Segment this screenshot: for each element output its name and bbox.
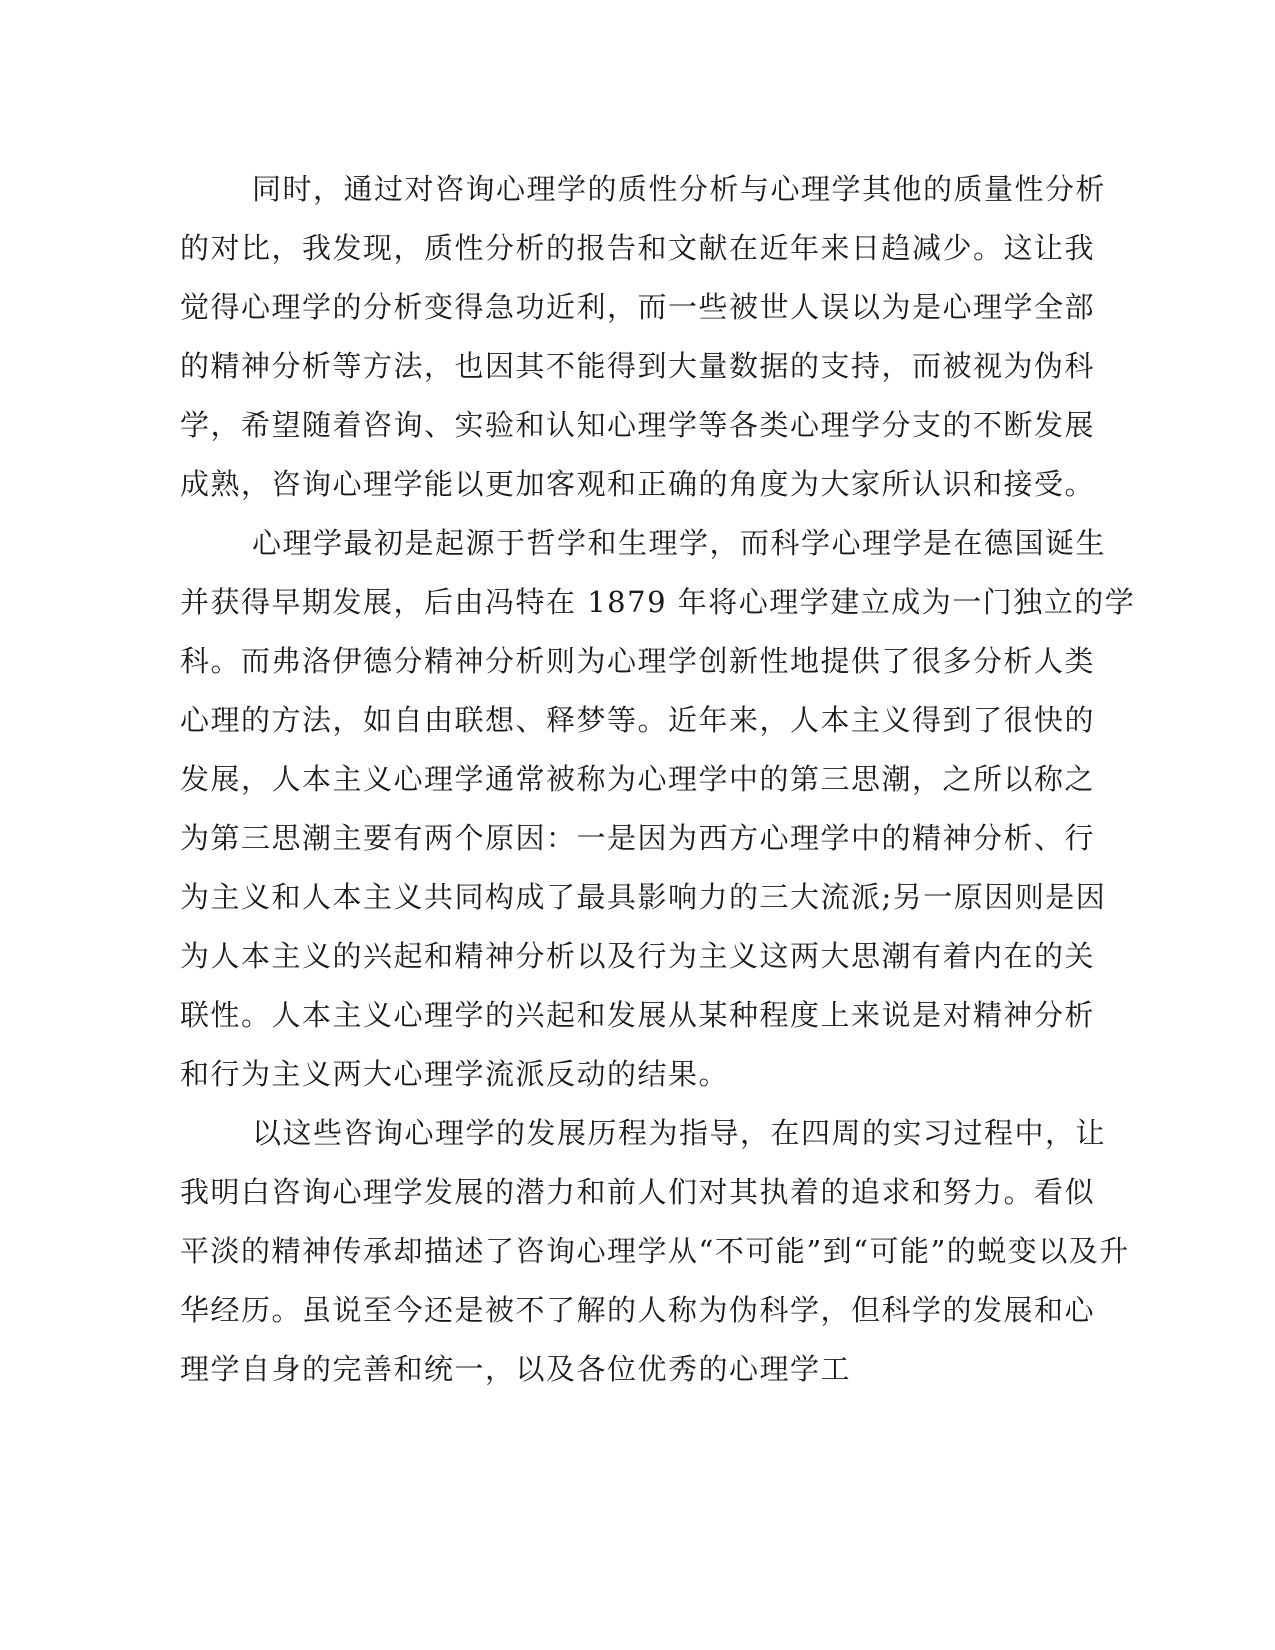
text-line: 觉得心理学的分析变得急功近利，而一些被世人误以为是心理学全部 bbox=[180, 290, 1096, 324]
text-line: 同时，通过对咨询心理学的质性分析与心理学其他的质量性分析 bbox=[252, 172, 1107, 206]
paragraph-2 bbox=[180, 514, 1136, 1104]
paragraph-3 bbox=[180, 1104, 1130, 1399]
text-line: 发展，人本主义心理学通常被称为心理学中的第三思潮，之所以称之 bbox=[180, 762, 1096, 796]
text-line: 为第三思潮主要有两个原因：一是因为西方心理学中的精神分析、行 bbox=[180, 821, 1096, 855]
text-line: 为主义和人本主义共同构成了最具影响力的三大流派;另一原因则是因 bbox=[180, 880, 1107, 914]
text-line: 平淡的精神传承却描述了咨询心理学从“不可能”到“可能”的蜕变以及升 bbox=[180, 1234, 1130, 1268]
text-line: 和行为主义两大心理学流派反动的结果。 bbox=[180, 1057, 730, 1091]
text-line: 科。而弗洛伊德分精神分析则为心理学创新性地提供了很多分析人类 bbox=[180, 644, 1096, 678]
text-line: 以这些咨询心理学的发展历程为指导，在四周的实习过程中，让 bbox=[252, 1116, 1107, 1150]
text-line: 并获得早期发展，后由冯特在 1879 年将心理学建立成为一门独立的学 bbox=[180, 585, 1136, 619]
text-line: 我明白咨询心理学发展的潜力和前人们对其执着的追求和努力。看似 bbox=[180, 1175, 1096, 1209]
text-line: 心理的方法，如自由联想、释梦等。近年来，人本主义得到了很快的 bbox=[180, 703, 1096, 737]
text-line: 联性。人本主义心理学的兴起和发展从某种程度上来说是对精神分析 bbox=[180, 998, 1096, 1032]
text-line: 的精神分析等方法，也因其不能得到大量数据的支持，而被视为伪科 bbox=[180, 349, 1096, 383]
text-line: 成熟，咨询心理学能以更加客观和正确的角度为大家所认识和接受。 bbox=[180, 467, 1096, 501]
body-text bbox=[180, 160, 1136, 1399]
text-line: 学，希望随着咨询、实验和认知心理学等各类心理学分支的不断发展 bbox=[180, 408, 1096, 442]
text-line: 心理学最初是起源于哲学和生理学，而科学心理学是在德国诞生 bbox=[252, 526, 1107, 560]
text-line: 理学自身的完善和统一，以及各位优秀的心理学工 bbox=[180, 1352, 852, 1386]
paragraph-1 bbox=[180, 160, 1107, 514]
text-line: 的对比，我发现，质性分析的报告和文献在近年来日趋减少。这让我 bbox=[180, 231, 1096, 265]
text-line: 为人本主义的兴起和精神分析以及行为主义这两大思潮有着内在的关 bbox=[180, 939, 1096, 973]
text-line: 华经历。虽说至今还是被不了解的人称为伪科学，但科学的发展和心 bbox=[180, 1293, 1096, 1327]
